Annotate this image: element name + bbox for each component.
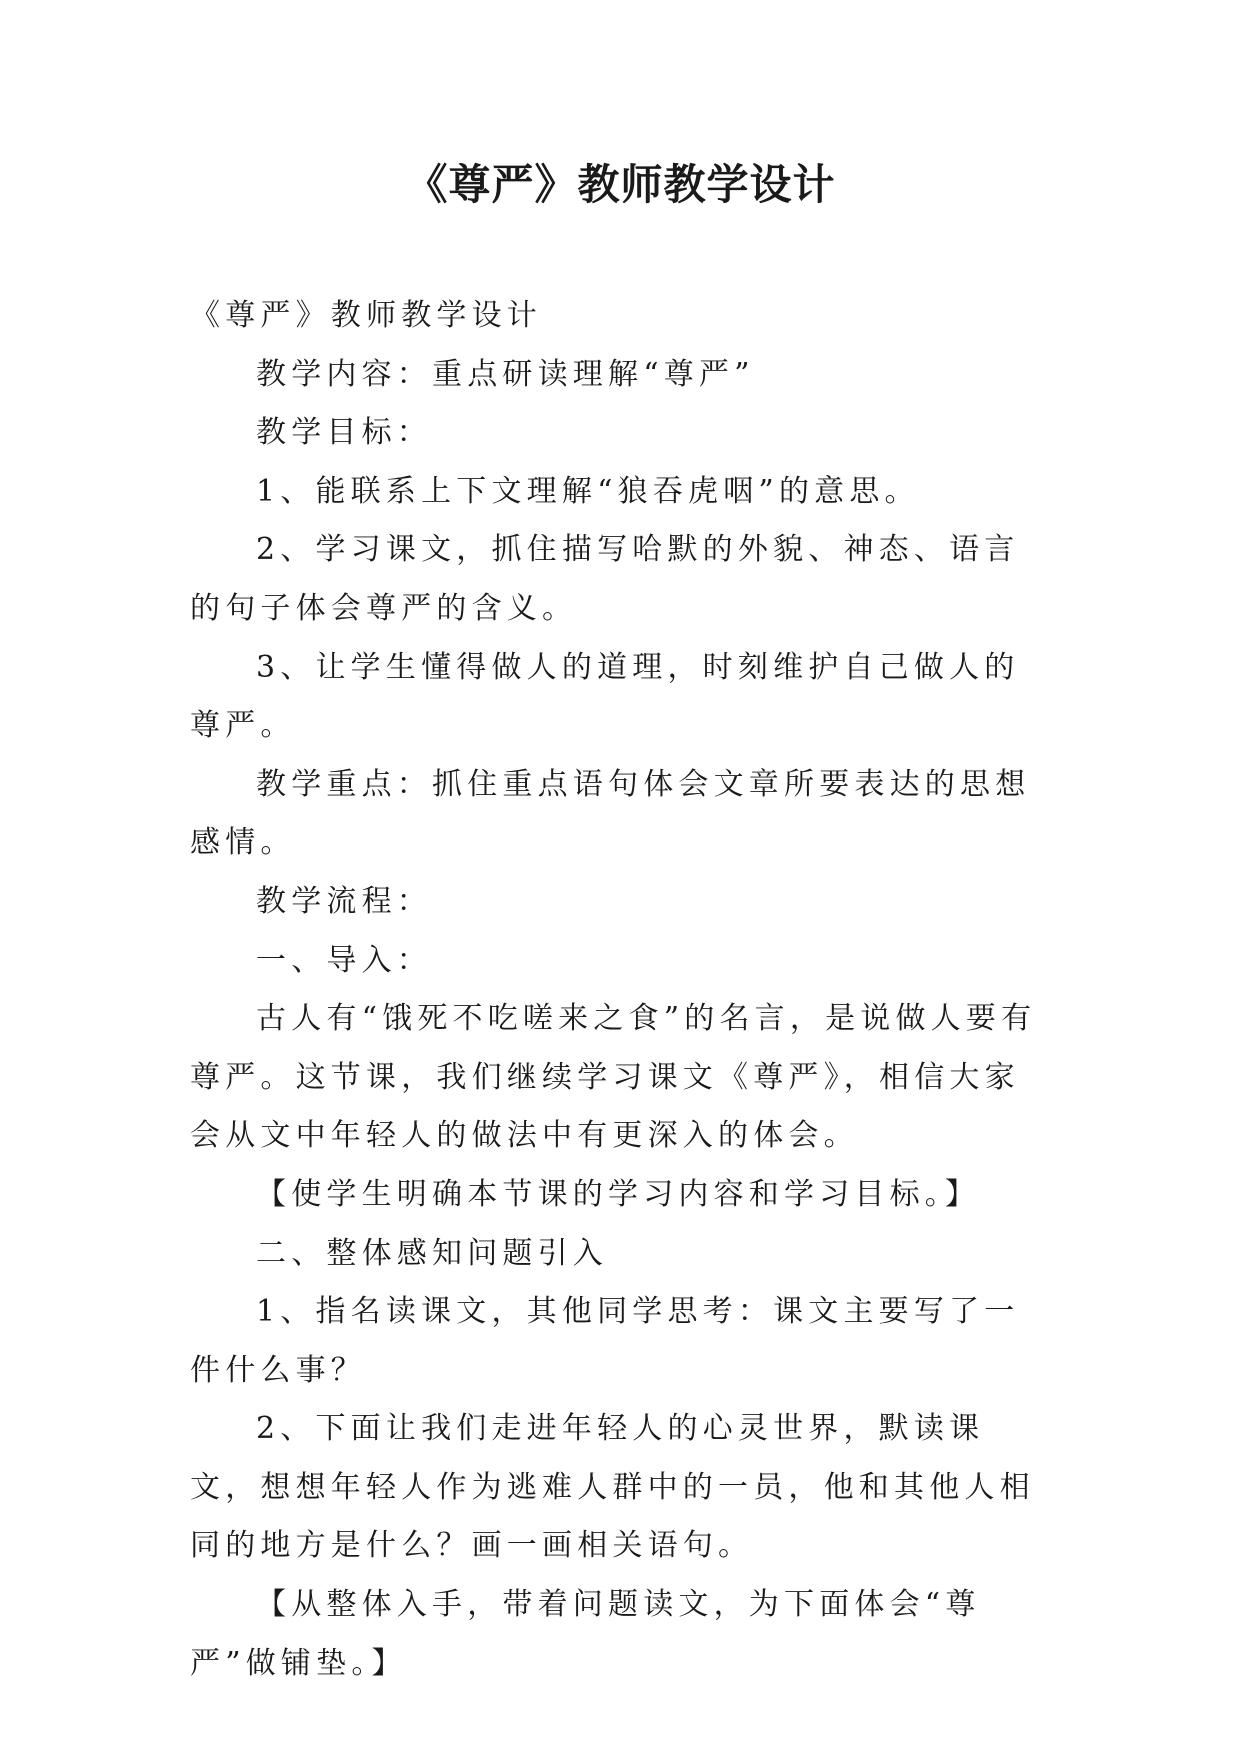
paragraph-goal-2: 2、学习课文，抓住描写哈默的外貌、神态、语言的句子体会尊严的含义。	[190, 532, 1020, 626]
paragraph-goal-3: 3、让学生懂得做人的道理，时刻维护自己做人的尊严。	[190, 649, 1020, 744]
paragraph-subtitle: 《尊严》教师教学设计	[190, 298, 542, 333]
paragraph-step-2: 2、下面让我们走进年轻人的心灵世界，默读课文，想想年轻人作为逃难人群中的一员，他和其他人相同的地方是什么？画一画相关语句。	[190, 1411, 1035, 1564]
paragraph-intro-text: 古人有“饿死不吃嗟来之食”的名言，是说做人要有尊严。这节课，我们继续学习课文《尊严》，相信大家会从文中年轻人的做法中有更深入的体会。	[190, 1001, 1037, 1154]
paragraph-key-point: 教学重点：抓住重点语句体会文章所要表达的思想感情。	[190, 766, 1031, 861]
paragraph-step-1: 1、指名读课文，其他同学思考：课文主要写了一件什么事？	[190, 1294, 1020, 1388]
page-title: 《尊严》教师教学设计	[405, 160, 836, 209]
paragraph-process-heading: 教学流程：	[256, 883, 432, 919]
paragraph-step-note: 【从整体入手，带着问题读文，为下面体会“尊严”做铺垫。】	[190, 1587, 981, 1681]
paragraph-goals-heading: 教学目标：	[256, 415, 432, 451]
document-body	[190, 287, 1050, 1693]
paragraph-section-2-heading: 二、整体感知问题引入	[256, 1235, 608, 1271]
paragraph-teaching-content: 教学内容：重点研读理解“尊严”	[256, 356, 755, 392]
paragraph-intro-note: 【使学生明确本节课的学习内容和学习目标。】	[256, 1176, 981, 1212]
paragraph-goal-1: 1、能联系上下文理解“狼吞虎咽”的意思。	[256, 473, 920, 509]
paragraph-section-1-heading: 一、导入：	[256, 942, 432, 978]
